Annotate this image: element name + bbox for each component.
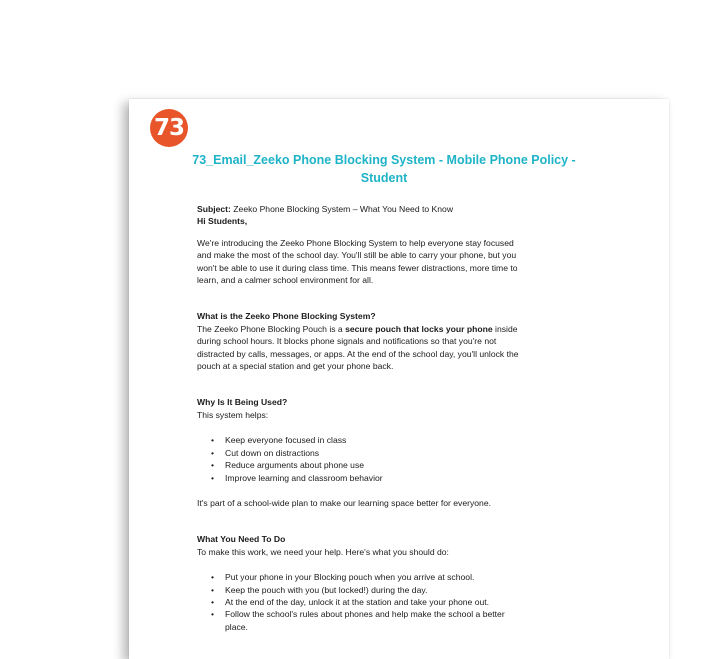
section3-lead: To make this work, we need your help. Here's what you should do: [197, 546, 449, 557]
section1-paragraph: The Zeeko Phone Blocking Pouch is a secure pouch that locks your phone inside during school hours. It blocks phone signals and notifications so that you're not distracted by calls, messages, or apps. At the end of the school day, you'll unlock the pouch at a special station and get your phone back. [197, 323, 519, 372]
list-item: • Keep the pouch with you (but locked!) during the day. [225, 584, 527, 596]
section2-lead: This system helps: [197, 409, 269, 420]
intro-paragraph: We're introducing the Zeeko Phone Blocking System to help everyone stay focused and make the most of the school day. You'll still be able to carry your phone, but you won't be able to use it during class time. This means fewer distractions, more time to learn, and a calmer school environment for all. [197, 237, 518, 286]
subject-line [197, 203, 527, 215]
document-page [129, 99, 669, 659]
list-item: • Reduce arguments about phone use [225, 459, 527, 471]
section1-emphasis: secure pouch that locks your phone [345, 323, 493, 334]
list-item: • Keep everyone focused in class [225, 434, 527, 446]
section3-bullet-list [197, 571, 527, 633]
subject-text: Zeeko Phone Blocking System – What You Need to Know [233, 204, 454, 214]
greeting: Hi Students, [197, 216, 248, 227]
section1-heading: What is the Zeeko Phone Blocking System? [197, 311, 376, 322]
section2-heading: Why Is It Being Used? [197, 397, 288, 408]
section2-closing: It's part of a school-wide plan to make our learning space better for everyone. [197, 497, 491, 508]
list-item: • Put your phone in your Blocking pouch when you arrive at school. [225, 571, 527, 583]
list-item: • Follow the school's rules about phones and help make the school a better place. [225, 608, 527, 633]
subject-label: Subject: [197, 204, 231, 214]
logo-badge: 73 [150, 109, 188, 147]
section2-bullet-list [197, 434, 527, 484]
list-item: • At the end of the day, unlock it at the station and take your phone out. [225, 596, 527, 608]
document-title: 73_Email_Zeeko Phone Blocking System - Mobile Phone Policy - Student [192, 153, 576, 185]
list-item: • Cut down on distractions [225, 447, 527, 459]
list-item: • Improve learning and classroom behavior [225, 472, 527, 484]
section3-heading: What You Need To Do [197, 534, 286, 545]
document-body [197, 203, 527, 633]
